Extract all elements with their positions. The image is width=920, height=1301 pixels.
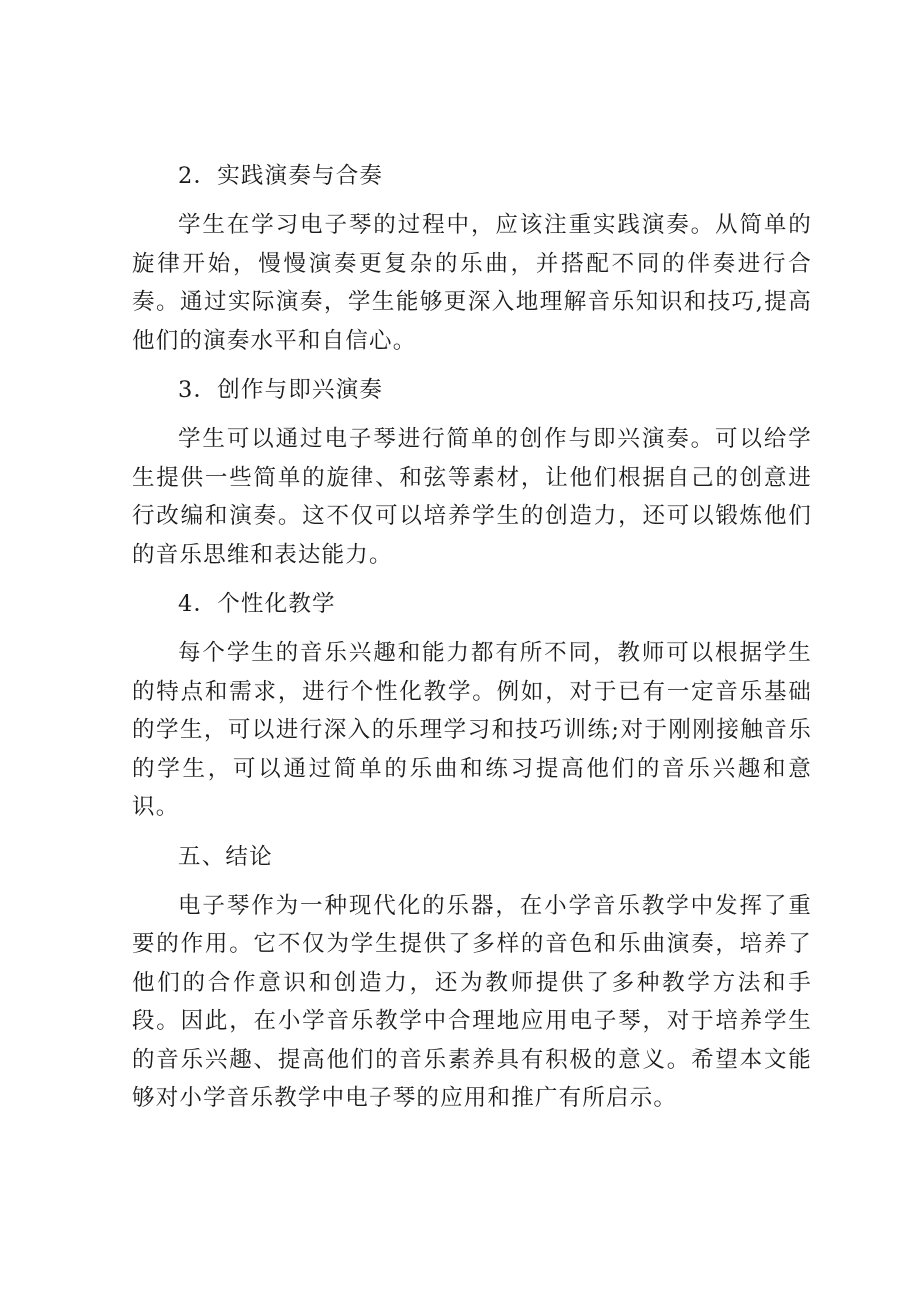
paragraph-personalized-teaching: 每个学生的音乐兴趣和能力都有所不同，教师可以根据学生的特点和需求，进行个性化教学。例如，对于已有一定音乐基础的学生，可以进行深入的乐理学习和技巧训练;对于刚刚接触音乐的学生，可以通过简单的乐曲和练习提高他们的音乐兴趣和意识。 [132, 640, 812, 820]
section-heading-personalized-teaching: 4．个性化教学 [178, 591, 336, 617]
section-heading-practice-ensemble: 2．实践演奏与合奏 [178, 163, 384, 189]
paragraph-conclusion: 电子琴作为一种现代化的乐器，在小学音乐教学中发挥了重要的作用。它不仅为学生提供了多样的音色和乐曲演奏，培养了他们的合作意识和创造力，还为教师提供了多种教学方法和手段。因此，在小学音乐教学中合理地应用电子琴，对于培养学生的音乐兴趣、提高他们的音乐素养具有积极的意义。希望本文能够对小学音乐教学中电子琴的应用和推广有所启示。 [132, 892, 812, 1111]
paragraph-practice-ensemble: 学生在学习电子琴的过程中，应该注重实践演奏。从简单的旋律开始，慢慢演奏更复杂的乐曲，并搭配不同的伴奏进行合奏。通过实际演奏，学生能够更深入地理解音乐知识和技巧,提高他们的演奏水平和自信心。 [132, 212, 812, 354]
paragraph-creation-improvisation: 学生可以通过电子琴进行简单的创作与即兴演奏。可以给学生提供一些简单的旋律、和弦等素材，让他们根据自己的创意进行改编和演奏。这不仅可以培养学生的创造力，还可以锻炼他们的音乐思维和表达能力。 [132, 426, 812, 568]
section-heading-conclusion: 五、结论 [178, 843, 273, 870]
document-body [132, 156, 812, 1128]
section-heading-creation-improvisation: 3．创作与即兴演奏 [178, 377, 384, 403]
